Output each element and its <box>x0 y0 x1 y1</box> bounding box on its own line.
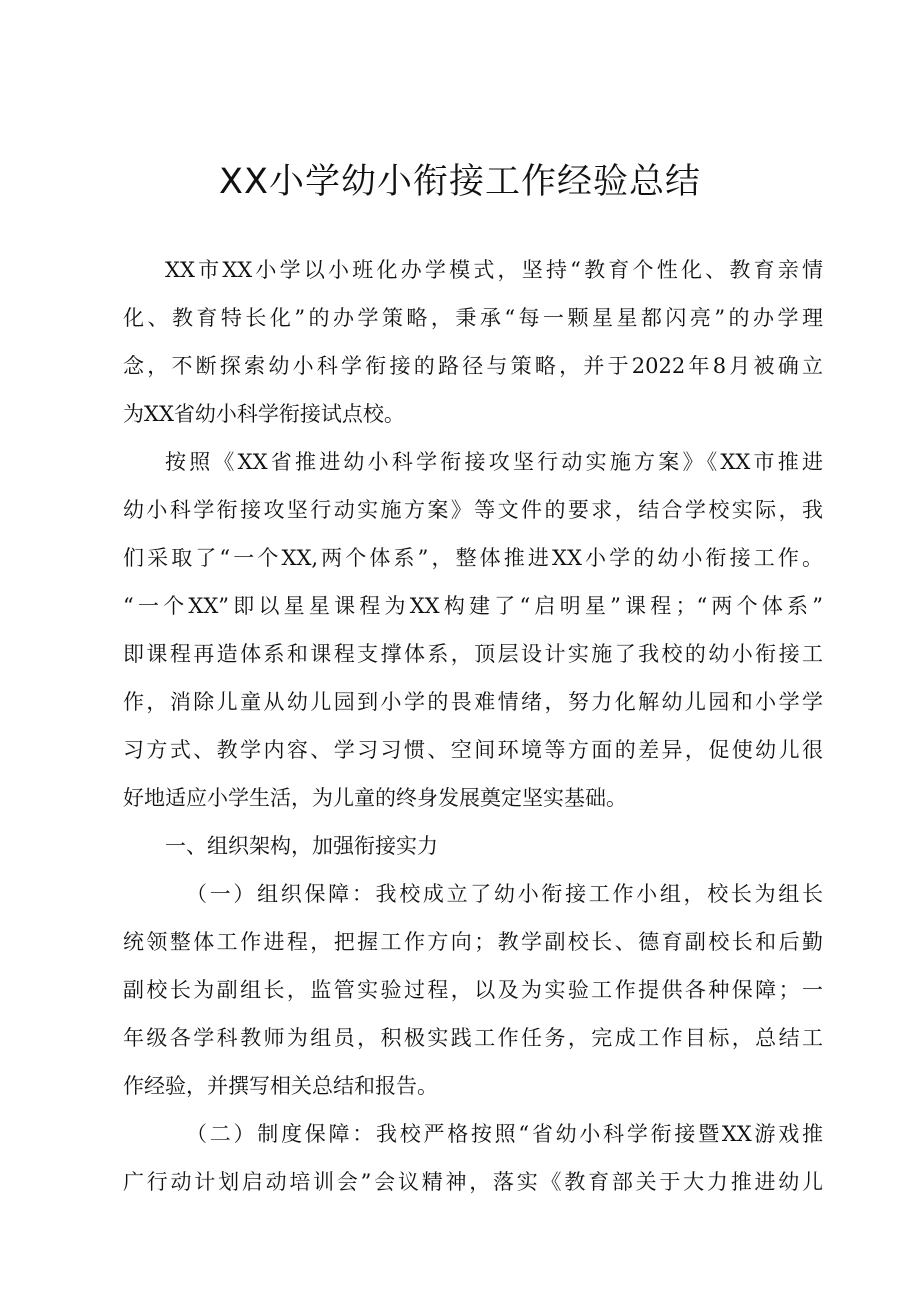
text-line: （一）组织保障：我校成立了幼小衔接工作小组，校长为组长 <box>186 882 823 906</box>
text-line: 念，不断探索幼小科学衔接的路径与策略，并于2022年8月被确立 <box>123 354 823 378</box>
text-line: 幼小科学衔接攻坚行动实施方案》等文件的要求，结合学校实际，我 <box>123 498 823 522</box>
text-line: 按照《XX省推进幼小科学衔接攻坚行动实施方案》《XX市推进 <box>165 450 823 474</box>
text-line: 副校长为副组长，监管实验过程，以及为实验工作提供各种保障；一 <box>123 978 823 1002</box>
text-line: 年级各学科教师为组员，积极实践工作任务，完成工作目标，总结工 <box>123 1026 823 1050</box>
text-line: 习方式、教学内容、学习习惯、空间环境等方面的差异，促使幼儿很 <box>123 738 823 762</box>
text-line: XX市XX小学以小班化办学模式，坚持“教育个性化、教育亲情 <box>165 258 823 282</box>
text-line: 们采取了“一个XX,两个体系”，整体推进XX小学的幼小衔接工作。 <box>123 546 823 570</box>
text-line: 化、教育特长化”的办学策略，秉承“每一颗星星都闪亮”的办学理 <box>123 306 823 330</box>
text-line: 好地适应小学生活，为儿童的终身发展奠定坚实基础。 <box>123 786 627 810</box>
text-line: “一个XX”即以星星课程为XX构建了“启明星”课程；“两个体系” <box>123 594 823 618</box>
text-line: 作，消除儿童从幼儿园到小学的畏难情绪，努力化解幼儿园和小学学 <box>123 690 823 714</box>
text-line: 即课程再造体系和课程支撑体系，顶层设计实施了我校的幼小衔接工 <box>123 642 823 666</box>
text-line: （二）制度保障：我校严格按照“省幼小科学衔接暨XX游戏推 <box>186 1122 823 1146</box>
section-heading: 一、组织架构，加强衔接实力 <box>165 834 438 858</box>
text-line: 为XX省幼小科学衔接试点校。 <box>123 402 405 426</box>
text-line: 广行动计划启动培训会”会议精神，落实《教育部关于大力推进幼儿 <box>123 1170 823 1194</box>
document-title: XX小学幼小衔接工作经验总结 <box>219 162 701 202</box>
document-body <box>123 246 823 1206</box>
text-line: 作经验，并撰写相关总结和报告。 <box>123 1074 438 1098</box>
text-line: 统领整体工作进程，把握工作方向；教学副校长、德育副校长和后勤 <box>123 930 823 954</box>
